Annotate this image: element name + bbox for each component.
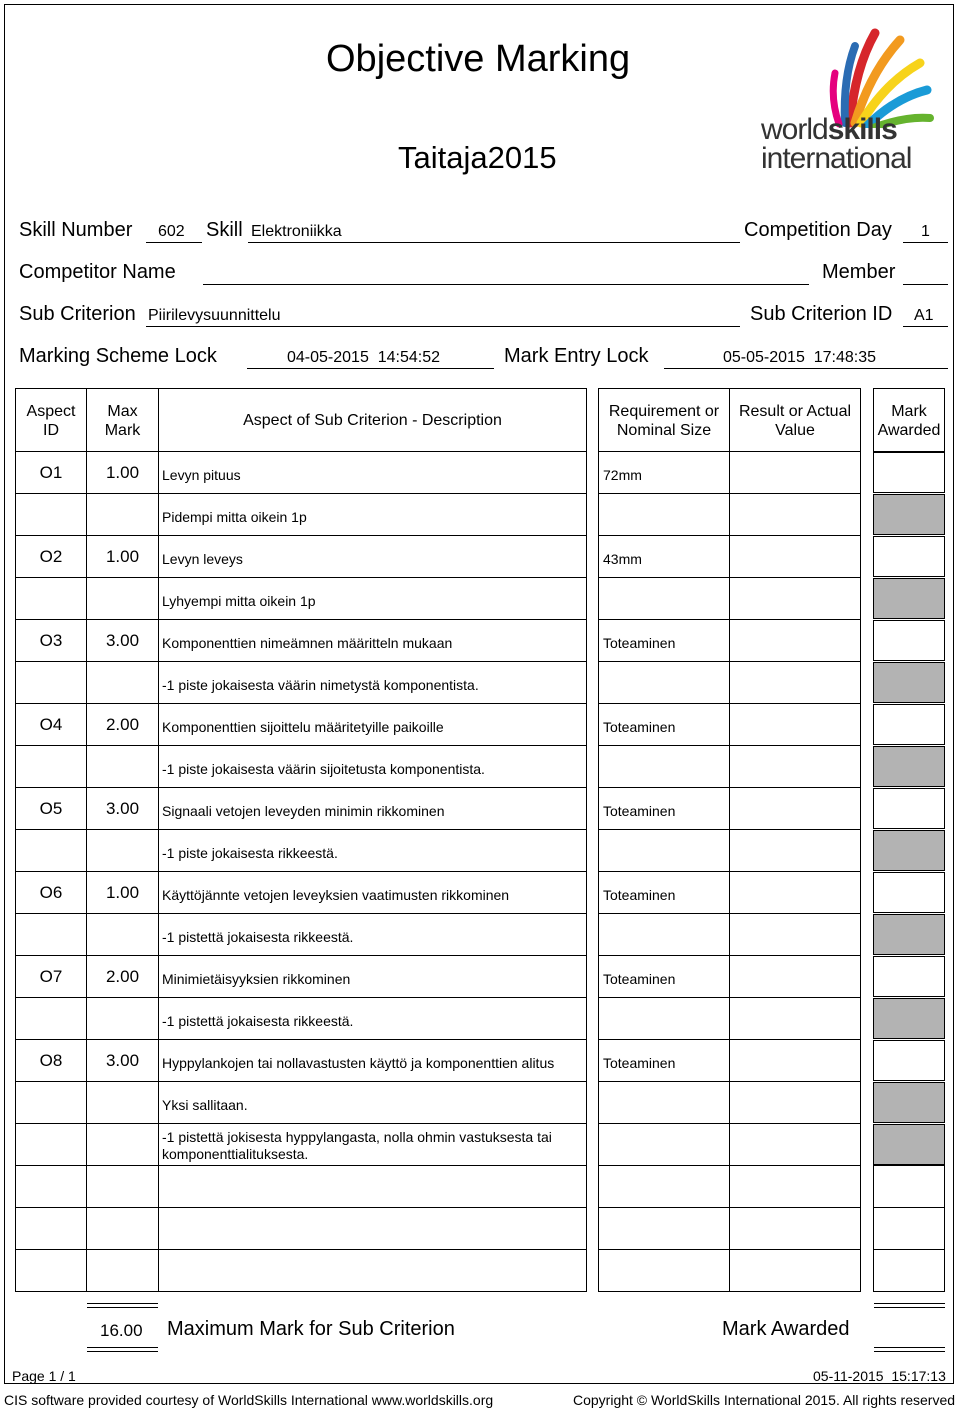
mark-entry-lock-label: Mark Entry Lock [504, 345, 649, 367]
max-mark: 3.00 [105, 799, 140, 818]
row-id-cell [15, 661, 87, 704]
requirement-value: 72mm [603, 467, 642, 483]
mark-awarded-cell [873, 704, 945, 745]
sub-criterion-label: Sub Criterion [19, 303, 136, 325]
member-label: Member [822, 261, 896, 283]
aspect-id: O1 [39, 463, 63, 482]
row-result-cell [729, 745, 861, 788]
sub-criterion-id-label: Sub Criterion ID [750, 303, 893, 325]
row-result-cell [729, 871, 861, 914]
mark-awarded-cell-disabled [873, 746, 945, 787]
row-req-cell [598, 913, 730, 956]
competitor-name-label: Competitor Name [19, 261, 176, 283]
row-max-cell [86, 493, 159, 536]
row-req-cell [598, 745, 730, 788]
aspect-id: O8 [39, 1051, 63, 1070]
aspect-description: Hyppylankojen tai nollavastusten käyttö ja komponenttien alitus [162, 1055, 555, 1071]
mark-awarded-cell-empty [873, 1207, 945, 1250]
row-result-cell [729, 1249, 861, 1292]
row-id-cell [15, 577, 87, 620]
row-result-cell [729, 1081, 861, 1124]
row-req-cell [598, 997, 730, 1040]
requirement-value: Toteaminen [603, 719, 676, 735]
aspect-description: Komponenttien nimeämnen määritteln mukaan [162, 635, 453, 651]
mark-awarded-cell-disabled [873, 1082, 945, 1123]
row-result-cell [729, 1123, 861, 1166]
max-mark: 3.00 [105, 631, 140, 650]
row-id-cell [15, 1081, 87, 1124]
row-req-cell [598, 493, 730, 536]
max-mark: 2.00 [105, 967, 140, 986]
mark-awarded-cell [873, 452, 945, 493]
aspect-description: -1 piste jokaisesta rikkeestä. [162, 845, 338, 861]
max-total-rule-top [87, 1303, 158, 1308]
mark-awarded-cell [873, 956, 945, 997]
row-max-cell [86, 997, 159, 1040]
row-result-cell [729, 1207, 861, 1250]
row-result-cell [729, 1039, 861, 1082]
row-max-cell [86, 1207, 159, 1250]
row-max-cell [86, 829, 159, 872]
mark-awarded-cell [873, 620, 945, 661]
max-mark: 1.00 [105, 883, 140, 902]
marking-scheme-lock-label: Marking Scheme Lock [19, 345, 217, 367]
aspect-description: Minimietäisyyksien rikkominen [162, 971, 351, 987]
skill-number-value: 602 [158, 223, 185, 240]
page-subtitle: Taitaja2015 [398, 140, 557, 175]
aspect-id: O5 [39, 799, 63, 818]
aspect-description: -1 pistettä jokisesta hyppylangasta, nolla ohmin vastuksesta tai komponenttialituksesta. [162, 1129, 552, 1162]
th-requirement-line2: Nominal Size [616, 422, 712, 439]
aspect-description: Levyn pituus [162, 467, 241, 483]
row-desc-cell [158, 1165, 587, 1208]
mark-awarded-label: Mark Awarded [722, 1318, 850, 1340]
max-total-rule-bottom [87, 1347, 158, 1352]
th-awarded-line2: Awarded [877, 422, 941, 439]
logo-text-world: world [761, 113, 828, 146]
row-req-cell [598, 661, 730, 704]
row-desc-cell [158, 1207, 587, 1250]
th-result-line1: Result or Actual [738, 403, 852, 420]
aspect-id: O3 [39, 631, 63, 650]
mark-awarded-cell-disabled [873, 494, 945, 535]
aspect-description: Pidempi mitta oikein 1p [162, 509, 307, 525]
row-result-cell [729, 451, 861, 494]
aspect-description: Komponenttien sijoittelu määritetyille paikoille [162, 719, 444, 735]
max-mark: 1.00 [105, 547, 140, 566]
row-result-cell [729, 997, 861, 1040]
mark-awarded-cell [873, 872, 945, 913]
max-mark: 1.00 [105, 463, 140, 482]
row-id-cell [15, 745, 87, 788]
mark-awarded-cell-disabled [873, 914, 945, 955]
th-aspect-id-line2: ID [43, 422, 59, 439]
row-max-cell [86, 1165, 159, 1208]
row-req-cell [598, 577, 730, 620]
row-max-cell [86, 1249, 159, 1292]
sub-criterion-id-value: A1 [914, 307, 934, 324]
page-title: Objective Marking [326, 38, 631, 80]
max-mark: 2.00 [105, 715, 140, 734]
row-result-cell [729, 619, 861, 662]
row-req-cell [598, 1165, 730, 1208]
skill-number-label: Skill Number [19, 219, 133, 241]
row-result-cell [729, 493, 861, 536]
requirement-value: Toteaminen [603, 887, 676, 903]
marking-scheme-lock-value: 04-05-2015 14:54:52 [287, 349, 441, 366]
skill-value: Elektroniikka [251, 223, 342, 240]
row-max-cell [86, 577, 159, 620]
page-number: Page 1 / 1 [12, 1368, 76, 1384]
row-result-cell [729, 661, 861, 704]
mark-awarded-cell-disabled [873, 1124, 945, 1165]
mark-awarded-cell-empty [873, 1165, 945, 1208]
row-result-cell [729, 577, 861, 620]
row-req-cell [598, 1249, 730, 1292]
mark-entry-lock-value: 05-05-2015 17:48:35 [723, 349, 877, 366]
mark-awarded-cell-disabled [873, 830, 945, 871]
mark-awarded-cell-empty [873, 1249, 945, 1292]
row-max-cell [86, 1081, 159, 1124]
row-id-cell [15, 493, 87, 536]
row-max-cell [86, 661, 159, 704]
th-awarded-line1: Mark [891, 403, 927, 420]
th-max-mark-line2: Mark [104, 422, 141, 439]
row-result-cell [729, 955, 861, 998]
row-req-cell [598, 1081, 730, 1124]
mark-awarded-cell [873, 788, 945, 829]
row-max-cell [86, 745, 159, 788]
row-max-cell [86, 1123, 159, 1166]
row-result-cell [729, 535, 861, 578]
row-result-cell [729, 787, 861, 830]
competition-day-value: 1 [921, 223, 930, 240]
requirement-value: Toteaminen [603, 635, 676, 651]
row-desc-cell [158, 1249, 587, 1292]
aspect-id: O2 [39, 547, 63, 566]
worldskills-logo [755, 28, 935, 178]
mark-awarded-cell-disabled [873, 998, 945, 1039]
aspect-description: -1 piste jokaisesta väärin sijoitetusta komponentista. [162, 761, 485, 777]
competition-day-label: Competition Day [744, 219, 892, 241]
row-req-cell [598, 1123, 730, 1166]
aspect-description: Yksi sallitaan. [162, 1097, 248, 1113]
awarded-total-rule-bottom [874, 1347, 945, 1352]
row-id-cell [15, 1165, 87, 1208]
requirement-value: 43mm [603, 551, 642, 567]
row-req-cell [598, 1207, 730, 1250]
awarded-total-rule-top [874, 1303, 945, 1308]
mark-awarded-cell [873, 1040, 945, 1081]
aspect-description: Käyttöjännte vetojen leveyksien vaatimusten rikkominen [162, 887, 510, 903]
mark-awarded-cell-disabled [873, 578, 945, 619]
mark-awarded-cell-disabled [873, 662, 945, 703]
aspect-description: -1 pistettä jokaisesta rikkeestä. [162, 1013, 354, 1029]
requirement-value: Toteaminen [603, 971, 676, 987]
th-aspect-id-line1: Aspect [26, 403, 76, 420]
max-total-value: 16.00 [100, 1321, 143, 1340]
aspect-id: O4 [39, 715, 63, 734]
row-id-cell [15, 1123, 87, 1166]
aspect-description: -1 pistettä jokaisesta rikkeestä. [162, 929, 354, 945]
printed-timestamp: 05-11-2015 15:17:13 [813, 1368, 946, 1384]
aspect-id: O6 [39, 883, 63, 902]
aspect-description: -1 piste jokaisesta väärin nimetystä komponentista. [162, 677, 479, 693]
aspect-description: Levyn leveys [162, 551, 243, 567]
row-result-cell [729, 829, 861, 872]
row-result-cell [729, 703, 861, 746]
mark-awarded-cell [873, 536, 945, 577]
row-req-cell [598, 829, 730, 872]
th-requirement-line1: Requirement or [608, 403, 720, 420]
max-mark: 3.00 [105, 1051, 140, 1070]
row-id-cell [15, 1249, 87, 1292]
th-max-mark-line1: Max [107, 403, 138, 420]
row-result-cell [729, 1165, 861, 1208]
requirement-value: Toteaminen [603, 1055, 676, 1071]
row-id-cell [15, 1207, 87, 1250]
th-description-text: Aspect of Sub Criterion - Description [243, 412, 502, 429]
copyright-text: Copyright © WorldSkills International 2015. All rights reserved [573, 1392, 956, 1408]
row-result-cell [729, 913, 861, 956]
courtesy-text: CIS software provided courtesy of WorldSkills International www.worldskills.org [4, 1392, 494, 1408]
sub-criterion-value: Piirilevysuunnittelu [148, 307, 281, 324]
aspect-id: O7 [39, 967, 63, 986]
logo-text-international: international [761, 142, 912, 175]
max-total-label: Maximum Mark for Sub Criterion [167, 1318, 455, 1340]
row-max-cell [86, 913, 159, 956]
requirement-value: Toteaminen [603, 803, 676, 819]
aspect-description: Lyhyempi mitta oikein 1p [162, 593, 316, 609]
row-id-cell [15, 913, 87, 956]
row-id-cell [15, 997, 87, 1040]
row-id-cell [15, 829, 87, 872]
logo-text-skills: skills [827, 113, 897, 146]
aspect-description: Signaali vetojen leveyden minimin rikkominen [162, 803, 445, 819]
skill-label: Skill [206, 219, 243, 241]
th-result-line2: Value [775, 422, 815, 439]
